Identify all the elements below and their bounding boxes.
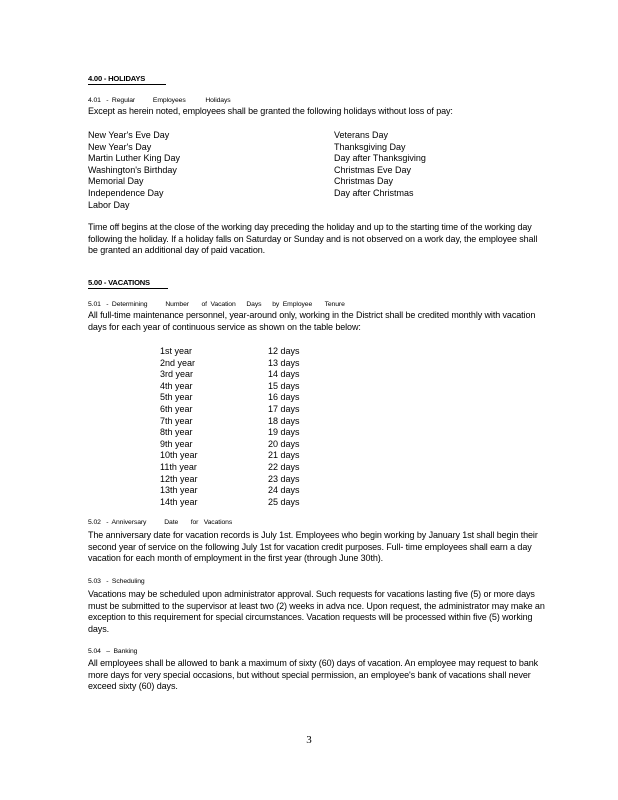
vacation-year-cell: 11th year xyxy=(160,461,197,472)
vacation-year-cell: 5th year xyxy=(160,392,193,403)
vacation-year-cell: 9th year xyxy=(160,438,193,449)
holiday-item: Day after Thanksgiving xyxy=(334,153,426,164)
scheduling-paragraph: Vacations may be scheduled upon administrator approval. Such requests for vacations lasting five (5) or more days must be submitted to the supervisor at least two (2) weeks in adva nce. Upon request, the administrator may make an exception to this requirement for special circumstances. Vacation requests will be processed within five (5) working days. xyxy=(88,589,545,634)
vacation-year-cell: 2nd year xyxy=(160,357,196,368)
banking-paragraph: All employees shall be allowed to bank a maximum of sixty (60) days of vacation. An employee may request to bank more days for very special occasions, but without special permission, an employee's bank of vacations shall never exceed sixty (60) days. xyxy=(88,658,539,692)
holiday-item: Veterans Day xyxy=(334,130,389,140)
holiday-item: New Year's Day xyxy=(88,141,152,152)
holiday-list-right-column xyxy=(334,130,426,200)
vacation-year-cell: 14th year xyxy=(160,496,198,507)
table-row xyxy=(160,450,320,462)
holiday-item: Memorial Day xyxy=(88,176,144,187)
vacation-days-cell: 17 days xyxy=(268,403,300,414)
vacation-days-cell: 20 days xyxy=(268,438,300,449)
section-heading-holidays: 4.00 - HOLIDAYS xyxy=(88,74,166,85)
holiday-list-left-column xyxy=(88,130,180,211)
vacation-days-cell: 12 days xyxy=(268,346,300,356)
table-row xyxy=(160,497,320,509)
table-row xyxy=(160,392,320,404)
vacation-year-cell: 13th year xyxy=(160,485,198,496)
table-row xyxy=(160,439,320,451)
holidays-intro-paragraph: Except as herein noted, employees shall be granted the following holidays without loss of pay: xyxy=(88,106,453,116)
holiday-item: Martin Luther King Day xyxy=(88,153,181,164)
vacation-credit-paragraph: All full-time maintenance personnel, year-around only, working in the District shall be credited monthly with vacation days for each year of continuous service as shown on the table below: xyxy=(88,310,536,332)
table-row xyxy=(160,427,320,439)
anniversary-date-paragraph: The anniversary date for vacation records is July 1st. Employees who begin working by January 1st shall begin their second year of service on the following July 1st for vacation credit purposes. Full- time employees shall earn a day vacation for each month of employment in the first year (through June 30th). xyxy=(88,530,538,564)
holiday-item: Day after Christmas xyxy=(334,187,414,198)
holiday-item: Labor Day xyxy=(88,199,130,210)
vacation-days-cell: 22 days xyxy=(268,461,300,472)
vacation-days-cell: 25 days xyxy=(268,496,300,507)
vacation-year-cell: 10th year xyxy=(160,450,198,461)
holiday-item: New Year's Eve Day xyxy=(88,130,170,140)
table-row xyxy=(160,474,320,486)
subsection-heading-5-01: 5.01 - Determining Number of Vacation Days by Employee Tenure xyxy=(88,301,345,308)
table-row xyxy=(160,416,320,428)
table-row xyxy=(160,485,320,497)
vacation-year-cell: 12th year xyxy=(160,473,198,484)
timeoff-paragraph: Time off begins at the close of the working day preceding the holiday and up to the starting time of the working day following the holiday. If a holiday falls on Saturday or Sunday and is not observed on a work day, the employee shall be granted an additional day of paid vacation. xyxy=(88,222,538,256)
vacation-days-cell: 23 days xyxy=(268,473,300,484)
vacation-days-cell: 18 days xyxy=(268,415,300,426)
subsection-heading-4-01: 4.01 - Regular Employees Holidays xyxy=(88,97,231,104)
vacation-days-cell: 19 days xyxy=(268,427,300,438)
holiday-item: Washington's Birthday xyxy=(88,164,177,175)
table-row xyxy=(160,462,320,474)
vacation-year-cell: 3rd year xyxy=(160,369,194,380)
vacation-days-cell: 15 days xyxy=(268,380,300,391)
vacation-year-cell: 6th year xyxy=(160,403,193,414)
vacation-year-cell: 1st year xyxy=(160,346,193,356)
holiday-item: Independence Day xyxy=(88,187,164,198)
vacation-days-cell: 21 days xyxy=(268,450,300,461)
vacation-year-cell: 8th year xyxy=(160,427,193,438)
vacation-days-cell: 14 days xyxy=(268,369,300,380)
table-row xyxy=(160,404,320,416)
table-row xyxy=(160,369,320,381)
subsection-heading-5-04: 5.04 – Banking xyxy=(88,648,138,655)
vacation-table xyxy=(160,346,320,508)
vacation-days-cell: 16 days xyxy=(268,392,300,403)
table-row xyxy=(160,358,320,370)
subsection-heading-5-03: 5.03 - Scheduling xyxy=(88,578,145,585)
page-number: 3 xyxy=(306,734,312,746)
vacation-days-cell: 13 days xyxy=(268,357,300,368)
table-row xyxy=(160,346,320,358)
vacation-days-cell: 24 days xyxy=(268,485,300,496)
holiday-item: Christmas Eve Day xyxy=(334,164,412,175)
holiday-item: Thanksgiving Day xyxy=(334,141,406,152)
holiday-item: Christmas Day xyxy=(334,176,394,187)
subsection-heading-5-02: 5.02 - Anniversary Date for Vacations xyxy=(88,519,233,526)
vacation-year-cell: 4th year xyxy=(160,380,193,391)
vacation-year-cell: 7th year xyxy=(160,415,193,426)
section-heading-vacations: 5.00 - VACATIONS xyxy=(88,278,168,289)
table-row xyxy=(160,381,320,393)
